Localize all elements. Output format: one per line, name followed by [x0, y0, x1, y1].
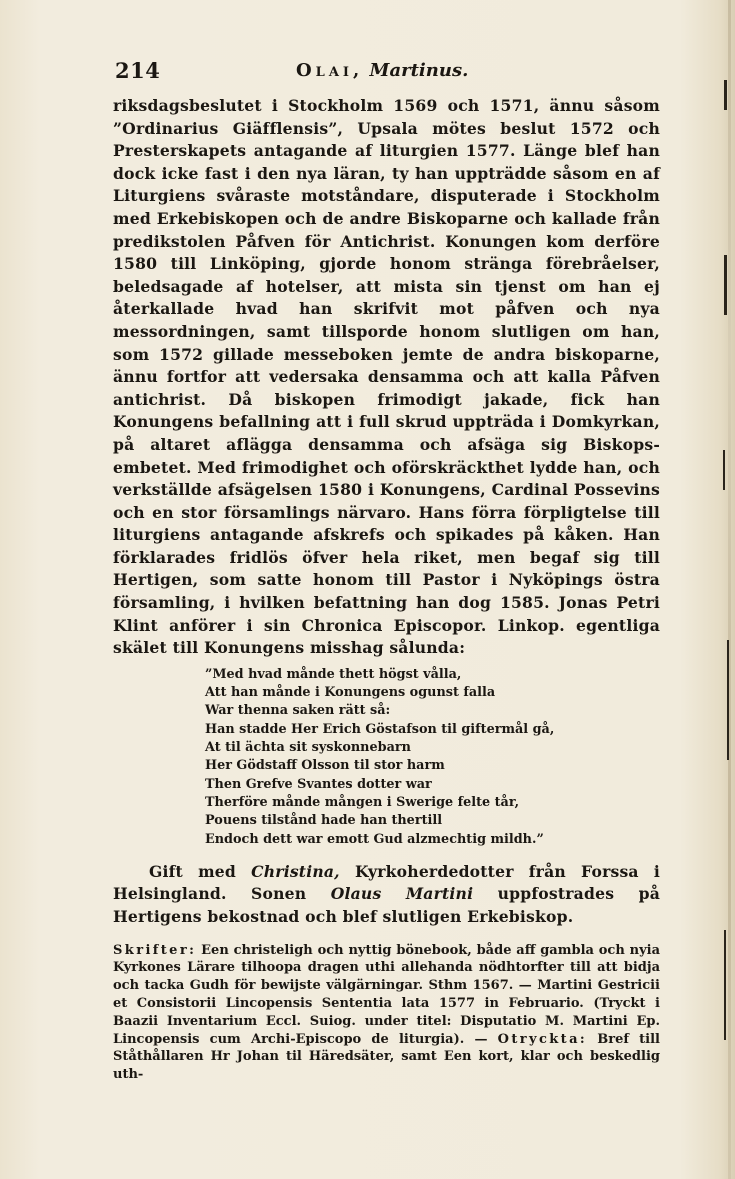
poem-line: War thenna saken rätt så: [205, 703, 391, 719]
page-number: 214 [115, 58, 161, 83]
poem-line: ”Med hvad månde thett högst vålla, [205, 666, 462, 682]
son-name: Olaus Martini [330, 884, 474, 904]
edge-mark [724, 930, 726, 1040]
edge-mark [724, 255, 727, 315]
author-given-name: Martinus. [369, 60, 469, 81]
paragraph-2 [113, 861, 660, 929]
edge-mark [727, 640, 729, 760]
poem-line: Then Grefve Svantes dotter war [205, 776, 432, 792]
poem [205, 666, 660, 849]
poem-line: Pouens tilstånd hade han thertill [205, 813, 443, 829]
text-run: uppfostrades på Hertigens bekostnad och blef slutligen Erkebiskop. [113, 884, 660, 926]
unprinted-label: Otryckta: [497, 1031, 588, 1047]
poem-line: Han stadde Her Erich Göstafson til giftermål gå, [205, 721, 555, 737]
writings-paragraph [113, 942, 660, 1084]
text-run: Een christeligh och nyttig bönebook, både aff gambla och nyia Kyrkones Lärare tilhoopa dragen uthi allehanda nödhtorfter till att bidja och tacka Gudh för bewijste välgärningar. Sthm 1567. — Martini Gestricii et Consistorii Lincopensis Sententia lata 1577 in Februario. (Tryckt i Baazii Inventarium Eccl. Suiog. under titel: Disputatio M. Martini Ep. Lincopensis cum Archi-Episcopo de liturgia). — [113, 942, 660, 1047]
edge-mark [723, 450, 725, 490]
poem-line: Therföre månde mången i Swerige felte tår, [205, 794, 520, 810]
text-run: Bref till Ståthållaren Hr Johan til Häredsäter, samt Een kort, klar och beskedlig uth- [113, 1031, 660, 1083]
text-run: Kyrkoherdedotter från Forssa i Helsingland. Sonen [113, 861, 660, 904]
poem-line: At til ächta sit syskonnebarn [205, 740, 411, 756]
poem-line: Att han månde i Konungens ogunst falla [205, 685, 496, 701]
author-name: Olai, [296, 60, 364, 81]
poem-line: Endoch dett war emott Gud alzmechtig mildh.” [205, 831, 544, 847]
running-title [296, 60, 468, 81]
poem-line: Her Gödstaff Olsson til stor harm [205, 758, 445, 774]
paragraph-1: riksdagsbeslutet i Stockholm 1569 och 1571, ännu såsom ”Ordinarius Giäfflensis”, Upsala mötes beslut 1572 och Presterskapets antagande af liturgien 1577. Länge blef han dock icke fast i den nya läran, ty han uppträdde såsom en af Liturgiens svåraste motståndare, disputerade i Stockholm med Erkebiskopen och de andre Biskoparne och kallade från predikstolen Påfven för Antichrist. Konungen kom derföre 1580 till Linköping, gjorde honom stränga förebråelser, beledsagade af hotelser, att mista sin tjenst om han ej återkallade hvad han skrifvit mot påfven och nya messordningen, samt tillsporde honom slutligen om han, som 1572 gillade messeboken jemte de andra biskoparne, ännu fortfor att vedersaka densamma och att kalla Påfven antichrist. Då biskopen frimodigt jakade, fick han Konungens befallning att i full skrud uppträda i Domkyrkan, på altaret aflägga densamma och afsäga sig Biskops-embetet. Med frimodighet och oförskräckthet lydde han, och verkställde afsägelsen 1580 i Konungens, Cardinal Possevins och en stor församlings närvaro. Hans förra förpligtelse till liturgiens antagande afskrefs och spikades på kåken. Han förklarades fridlös öfver hela riket, men begaf sig till Hertigen, som satte honom till Pastor i Nyköpings östra församling, i hvilken befattning han dog 1585. Jonas Petri Klint anförer i sin Chronica Episcopor. Linkop. egentliga skälet till Konungens misshag sålunda: [113, 96, 660, 658]
running-head [115, 58, 660, 90]
text-run: Gift med [149, 861, 252, 881]
edge-mark [724, 80, 727, 110]
wife-name: Christina, [251, 861, 340, 881]
text-block [113, 95, 660, 1097]
writings-label: Skrifter: [113, 942, 197, 958]
page-edge [728, 0, 731, 1179]
